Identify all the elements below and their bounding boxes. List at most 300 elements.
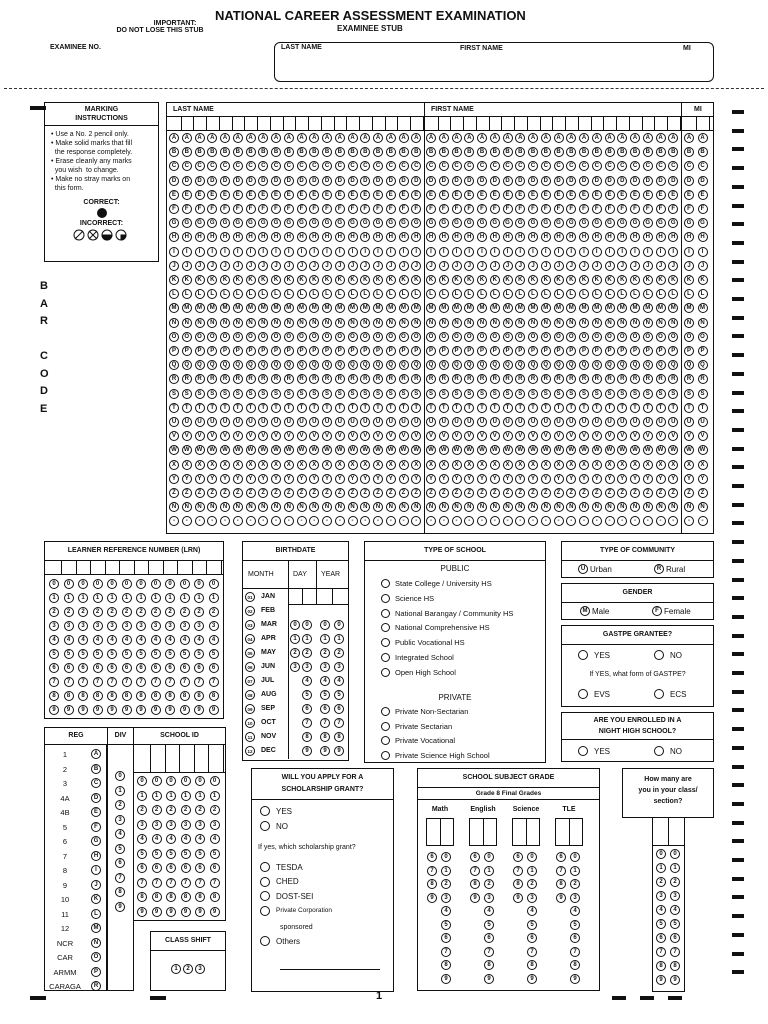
name-bubble[interactable]: I [528, 247, 538, 257]
name-bubble[interactable]: Z [411, 488, 421, 498]
school-id-bubble[interactable]: 4 [137, 834, 147, 844]
lrn-bubble[interactable]: 4 [64, 635, 74, 645]
lrn-bubble[interactable]: 3 [107, 621, 117, 631]
grade-bubble[interactable]: 1 [527, 866, 537, 876]
div-bubble[interactable]: 6 [115, 858, 125, 868]
name-bubble[interactable]: G [477, 218, 487, 228]
name-bubble[interactable]: G [271, 218, 281, 228]
name-bubble[interactable]: F [464, 204, 474, 214]
name-bubble[interactable]: Q [182, 360, 192, 370]
lrn-bubble[interactable]: 9 [93, 705, 103, 715]
name-bubble[interactable]: C [554, 161, 564, 171]
name-bubble[interactable]: E [605, 190, 615, 200]
name-bubble[interactable]: V [617, 431, 627, 441]
name-bubble[interactable]: F [426, 204, 436, 214]
name-bubble[interactable]: G [605, 218, 615, 228]
name-bubble[interactable]: C [656, 161, 666, 171]
name-bubble[interactable]: Ñ [592, 502, 602, 512]
name-bubble[interactable]: J [566, 261, 576, 271]
name-bubble[interactable]: M [207, 303, 217, 313]
name-bubble[interactable]: G [515, 218, 525, 228]
name-write-cell[interactable] [321, 117, 322, 131]
year-bubble[interactable]: 2 [334, 648, 344, 658]
name-bubble[interactable]: B [271, 147, 281, 157]
name-bubble[interactable]: Y [566, 474, 576, 484]
name-bubble[interactable]: V [643, 431, 653, 441]
name-bubble[interactable]: T [220, 403, 230, 413]
name-bubble[interactable]: V [284, 431, 294, 441]
name-bubble[interactable]: L [464, 289, 474, 299]
radio[interactable] [381, 736, 390, 745]
name-bubble[interactable]: C [373, 161, 383, 171]
name-bubble[interactable]: R [373, 374, 383, 384]
name-bubble[interactable]: H [630, 232, 640, 242]
name-bubble[interactable]: B [528, 147, 538, 157]
month-bubble[interactable]: 10 [245, 718, 255, 728]
name-write-cell[interactable] [372, 117, 373, 131]
name-bubble[interactable]: P [284, 346, 294, 356]
name-bubble[interactable]: N [322, 318, 332, 328]
name-bubble[interactable]: E [297, 190, 307, 200]
name-bubble[interactable]: - [464, 516, 474, 526]
name-bubble[interactable]: O [668, 332, 678, 342]
name-bubble[interactable]: G [554, 218, 564, 228]
school-id-bubble[interactable]: 1 [166, 791, 176, 801]
name-bubble[interactable]: J [592, 261, 602, 271]
name-bubble[interactable]: H [399, 232, 409, 242]
name-bubble[interactable]: O [452, 332, 462, 342]
name-write-cell[interactable] [552, 117, 553, 131]
name-bubble[interactable]: - [284, 516, 294, 526]
name-bubble[interactable]: X [411, 460, 421, 470]
name-bubble[interactable]: Q [515, 360, 525, 370]
name-bubble[interactable]: - [515, 516, 525, 526]
name-bubble[interactable]: Y [386, 474, 396, 484]
name-bubble[interactable]: Q [258, 360, 268, 370]
name-bubble[interactable]: V [566, 431, 576, 441]
name-bubble[interactable]: - [271, 516, 281, 526]
name-bubble[interactable]: J [258, 261, 268, 271]
name-bubble[interactable]: Q [373, 360, 383, 370]
name-bubble[interactable]: V [373, 431, 383, 441]
name-bubble[interactable]: W [643, 445, 653, 455]
name-bubble[interactable]: P [360, 346, 370, 356]
name-bubble[interactable]: V [309, 431, 319, 441]
name-bubble[interactable]: G [195, 218, 205, 228]
name-bubble[interactable]: V [411, 431, 421, 441]
lrn-bubble[interactable]: 9 [180, 705, 190, 715]
div-bubble[interactable]: 1 [115, 786, 125, 796]
name-bubble[interactable]: L [284, 289, 294, 299]
class-size-bubble[interactable]: 4 [656, 905, 666, 915]
name-bubble[interactable]: M [684, 303, 694, 313]
lrn-write-cell[interactable] [163, 561, 164, 575]
lrn-bubble[interactable]: 3 [151, 621, 161, 631]
year-bubble[interactable]: 7 [320, 718, 330, 728]
name-bubble[interactable]: H [220, 232, 230, 242]
name-bubble[interactable]: B [426, 147, 436, 157]
name-bubble[interactable]: Q [335, 360, 345, 370]
name-bubble[interactable]: I [195, 247, 205, 257]
name-bubble[interactable]: Q [541, 360, 551, 370]
school-id-bubble[interactable]: 7 [137, 878, 147, 888]
name-bubble[interactable]: X [373, 460, 383, 470]
name-bubble[interactable]: J [386, 261, 396, 271]
name-bubble[interactable]: K [656, 275, 666, 285]
name-bubble[interactable]: Ñ [477, 502, 487, 512]
name-bubble[interactable]: J [503, 261, 513, 271]
name-bubble[interactable]: C [426, 161, 436, 171]
lrn-bubble[interactable]: 7 [194, 677, 204, 687]
grade-bubble[interactable]: 7 [470, 866, 480, 876]
lrn-bubble[interactable]: 8 [49, 691, 59, 701]
month-bubble[interactable]: 02 [245, 606, 255, 616]
name-bubble[interactable]: P [656, 346, 666, 356]
name-bubble[interactable]: E [490, 190, 500, 200]
name-bubble[interactable]: Z [605, 488, 615, 498]
name-bubble[interactable]: O [554, 332, 564, 342]
name-bubble[interactable]: T [684, 403, 694, 413]
name-write-cell[interactable] [696, 117, 697, 131]
name-bubble[interactable]: I [541, 247, 551, 257]
name-bubble[interactable]: U [503, 417, 513, 427]
name-bubble[interactable]: F [284, 204, 294, 214]
name-write-cell[interactable] [359, 117, 360, 131]
shift-bubble[interactable]: 2 [183, 964, 193, 974]
name-bubble[interactable]: E [452, 190, 462, 200]
name-write-cell[interactable] [540, 117, 541, 131]
day-bubble[interactable]: 8 [302, 732, 312, 742]
name-bubble[interactable]: M [386, 303, 396, 313]
evs-option[interactable]: EVS [578, 689, 610, 699]
name-bubble[interactable]: R [605, 374, 615, 384]
name-bubble[interactable]: L [503, 289, 513, 299]
name-bubble[interactable]: K [271, 275, 281, 285]
private-school-option[interactable] [381, 751, 490, 760]
lrn-bubble[interactable]: 8 [64, 691, 74, 701]
name-bubble[interactable]: Z [207, 488, 217, 498]
name-bubble[interactable]: V [605, 431, 615, 441]
name-bubble[interactable]: W [579, 445, 589, 455]
lrn-bubble[interactable]: 4 [165, 635, 175, 645]
name-bubble[interactable]: I [386, 247, 396, 257]
grade-bubble[interactable]: 7 [556, 866, 566, 876]
radio[interactable] [381, 653, 390, 662]
name-bubble[interactable]: J [464, 261, 474, 271]
grade-bubble[interactable]: 5 [484, 920, 494, 930]
lrn-bubble[interactable]: 5 [209, 649, 219, 659]
name-bubble[interactable]: B [309, 147, 319, 157]
name-bubble[interactable]: Ñ [656, 502, 666, 512]
lrn-bubble[interactable]: 3 [78, 621, 88, 631]
name-bubble[interactable]: Z [271, 488, 281, 498]
name-write-cell[interactable] [654, 117, 655, 131]
name-bubble[interactable]: W [515, 445, 525, 455]
name-bubble[interactable]: Q [503, 360, 513, 370]
name-bubble[interactable]: S [169, 389, 179, 399]
lrn-bubble[interactable]: 8 [165, 691, 175, 701]
name-bubble[interactable]: Ñ [322, 502, 332, 512]
name-bubble[interactable]: T [656, 403, 666, 413]
lrn-bubble[interactable]: 5 [165, 649, 175, 659]
name-bubble[interactable]: X [297, 460, 307, 470]
radio[interactable] [260, 862, 270, 872]
name-bubble[interactable]: P [297, 346, 307, 356]
name-bubble[interactable]: T [271, 403, 281, 413]
name-bubble[interactable]: R [579, 374, 589, 384]
scholarship-option[interactable] [260, 862, 303, 872]
name-bubble[interactable]: A [258, 133, 268, 143]
name-bubble[interactable]: - [399, 516, 409, 526]
name-bubble[interactable]: H [464, 232, 474, 242]
name-bubble[interactable]: Z [541, 488, 551, 498]
name-bubble[interactable]: R [643, 374, 653, 384]
lrn-bubble[interactable]: 8 [136, 691, 146, 701]
school-id-bubble[interactable]: 8 [137, 892, 147, 902]
region-bubble[interactable]: O [91, 952, 101, 962]
name-bubble[interactable]: R [617, 374, 627, 384]
name-bubble[interactable]: X [541, 460, 551, 470]
name-bubble[interactable]: G [207, 218, 217, 228]
name-bubble[interactable]: E [220, 190, 230, 200]
radio[interactable] [381, 623, 390, 632]
name-bubble[interactable]: O [566, 332, 576, 342]
name-bubble[interactable]: G [386, 218, 396, 228]
name-bubble[interactable]: K [698, 275, 708, 285]
lrn-bubble[interactable]: 9 [49, 705, 59, 715]
day-bubble[interactable]: 1 [290, 634, 300, 644]
name-bubble[interactable]: K [348, 275, 358, 285]
public-school-option[interactable] [381, 579, 492, 588]
name-bubble[interactable]: J [246, 261, 256, 271]
name-bubble[interactable]: H [515, 232, 525, 242]
name-bubble[interactable]: L [297, 289, 307, 299]
name-bubble[interactable]: P [335, 346, 345, 356]
name-bubble[interactable]: T [195, 403, 205, 413]
name-bubble[interactable]: Ñ [399, 502, 409, 512]
school-id-bubble[interactable]: 0 [195, 776, 205, 786]
name-bubble[interactable]: U [643, 417, 653, 427]
name-bubble[interactable]: A [643, 133, 653, 143]
name-bubble[interactable]: B [258, 147, 268, 157]
name-bubble[interactable]: J [698, 261, 708, 271]
name-bubble[interactable]: I [411, 247, 421, 257]
name-bubble[interactable]: Y [335, 474, 345, 484]
name-bubble[interactable]: - [182, 516, 192, 526]
lrn-bubble[interactable]: 1 [194, 593, 204, 603]
name-bubble[interactable]: G [490, 218, 500, 228]
name-bubble[interactable]: B [322, 147, 332, 157]
name-bubble[interactable]: Y [399, 474, 409, 484]
lrn-bubble[interactable]: 0 [93, 579, 103, 589]
name-bubble[interactable]: K [322, 275, 332, 285]
name-bubble[interactable]: P [426, 346, 436, 356]
gastpe-yes-option[interactable]: YES [578, 650, 610, 660]
name-bubble[interactable]: W [386, 445, 396, 455]
name-bubble[interactable]: W [195, 445, 205, 455]
name-bubble[interactable]: N [233, 318, 243, 328]
name-bubble[interactable]: - [348, 516, 358, 526]
name-bubble[interactable]: Z [515, 488, 525, 498]
name-bubble[interactable]: O [503, 332, 513, 342]
name-bubble[interactable]: Q [528, 360, 538, 370]
name-bubble[interactable]: - [452, 516, 462, 526]
lrn-bubble[interactable]: 5 [93, 649, 103, 659]
lrn-bubble[interactable]: 8 [93, 691, 103, 701]
school-id-bubble[interactable]: 4 [210, 834, 220, 844]
name-bubble[interactable]: P [348, 346, 358, 356]
lrn-bubble[interactable]: 0 [151, 579, 161, 589]
name-bubble[interactable]: G [452, 218, 462, 228]
night-yes-option[interactable]: YES [578, 746, 610, 756]
name-bubble[interactable]: N [246, 318, 256, 328]
name-bubble[interactable]: T [246, 403, 256, 413]
name-bubble[interactable]: Z [246, 488, 256, 498]
birthdate-section[interactable] [242, 541, 349, 761]
name-bubble[interactable]: M [656, 303, 666, 313]
lrn-bubble[interactable]: 2 [151, 607, 161, 617]
name-bubble[interactable]: A [439, 133, 449, 143]
lrn-write-cell[interactable] [134, 561, 135, 575]
name-bubble[interactable]: J [490, 261, 500, 271]
name-bubble[interactable]: T [373, 403, 383, 413]
name-bubble[interactable]: C [452, 161, 462, 171]
name-bubble[interactable]: N [684, 318, 694, 328]
lrn-bubble[interactable]: 9 [194, 705, 204, 715]
name-bubble[interactable]: E [541, 190, 551, 200]
name-bubble[interactable]: H [617, 232, 627, 242]
name-bubble[interactable]: S [373, 389, 383, 399]
name-bubble[interactable]: O [284, 332, 294, 342]
name-bubble[interactable]: H [554, 232, 564, 242]
name-bubble[interactable]: I [182, 247, 192, 257]
name-bubble[interactable]: V [386, 431, 396, 441]
name-bubble[interactable]: W [684, 445, 694, 455]
name-bubble[interactable]: N [503, 318, 513, 328]
name-bubble[interactable]: E [554, 190, 564, 200]
name-bubble[interactable]: E [411, 190, 421, 200]
name-bubble[interactable]: E [360, 190, 370, 200]
name-bubble[interactable]: X [360, 460, 370, 470]
name-bubble[interactable]: Ñ [373, 502, 383, 512]
month-bubble[interactable]: 07 [245, 676, 255, 686]
name-bubble[interactable]: Q [617, 360, 627, 370]
name-bubble[interactable]: J [309, 261, 319, 271]
class-size-bubble[interactable]: 7 [656, 947, 666, 957]
lrn-bubble[interactable]: 4 [93, 635, 103, 645]
name-bubble[interactable]: W [373, 445, 383, 455]
class-size-bubble[interactable]: 4 [670, 905, 680, 915]
name-bubble[interactable]: Z [360, 488, 370, 498]
grade-bubble[interactable]: 3 [570, 893, 580, 903]
name-bubble[interactable]: T [668, 403, 678, 413]
name-bubble[interactable]: E [477, 190, 487, 200]
name-bubble[interactable]: O [698, 332, 708, 342]
name-bubble[interactable]: M [309, 303, 319, 313]
school-id-bubble[interactable]: 1 [210, 791, 220, 801]
name-bubble[interactable]: I [656, 247, 666, 257]
lrn-bubble[interactable]: 8 [78, 691, 88, 701]
name-bubble[interactable]: X [617, 460, 627, 470]
name-bubble[interactable]: D [643, 176, 653, 186]
name-bubble[interactable]: A [579, 133, 589, 143]
grade-bubble[interactable]: 9 [427, 893, 437, 903]
name-bubble[interactable]: N [399, 318, 409, 328]
name-bubble[interactable]: S [195, 389, 205, 399]
class-size-cell[interactable] [668, 818, 669, 846]
name-bubble[interactable]: L [207, 289, 217, 299]
name-bubble[interactable]: C [284, 161, 294, 171]
name-bubble[interactable]: I [426, 247, 436, 257]
name-bubble[interactable]: G [528, 218, 538, 228]
name-bubble[interactable]: R [684, 374, 694, 384]
name-bubble[interactable]: I [207, 247, 217, 257]
name-write-cell[interactable] [410, 117, 411, 131]
name-bubble[interactable]: N [220, 318, 230, 328]
region-bubble[interactable]: C [91, 778, 101, 788]
region-bubble[interactable]: B [91, 764, 101, 774]
name-bubble[interactable]: K [579, 275, 589, 285]
name-bubble[interactable]: O [464, 332, 474, 342]
name-bubble[interactable]: R [566, 374, 576, 384]
year-bubble[interactable]: 6 [320, 704, 330, 714]
lrn-bubble[interactable]: 7 [64, 677, 74, 687]
class-size-bubble[interactable]: 8 [656, 961, 666, 971]
grade-bubble[interactable]: 9 [484, 974, 494, 984]
grade-bubble[interactable]: 8 [470, 879, 480, 889]
name-bubble[interactable]: U [220, 417, 230, 427]
name-bubble[interactable]: - [439, 516, 449, 526]
name-bubble[interactable]: V [233, 431, 243, 441]
name-bubble[interactable]: Q [348, 360, 358, 370]
name-bubble[interactable]: C [322, 161, 332, 171]
region-bubble[interactable]: H [91, 851, 101, 861]
school-id-bubble[interactable]: 1 [181, 791, 191, 801]
name-bubble[interactable]: Ñ [195, 502, 205, 512]
name-bubble[interactable]: F [452, 204, 462, 214]
lrn-bubble[interactable]: 2 [107, 607, 117, 617]
name-bubble[interactable]: X [195, 460, 205, 470]
name-bubble[interactable]: H [592, 232, 602, 242]
name-bubble[interactable]: X [684, 460, 694, 470]
name-bubble[interactable]: E [169, 190, 179, 200]
name-bubble[interactable]: F [246, 204, 256, 214]
name-bubble[interactable]: Y [309, 474, 319, 484]
lrn-bubble[interactable]: 5 [180, 649, 190, 659]
name-bubble[interactable]: M [246, 303, 256, 313]
name-bubble[interactable]: Z [309, 488, 319, 498]
name-bubble[interactable]: D [284, 176, 294, 186]
lrn-write-cell[interactable] [192, 561, 193, 575]
name-bubble[interactable]: B [592, 147, 602, 157]
name-bubble[interactable]: M [426, 303, 436, 313]
name-bubble[interactable]: X [490, 460, 500, 470]
name-bubble[interactable]: W [464, 445, 474, 455]
name-bubble[interactable]: C [360, 161, 370, 171]
name-bubble[interactable]: M [579, 303, 589, 313]
name-bubble[interactable]: M [233, 303, 243, 313]
name-bubble[interactable]: U [360, 417, 370, 427]
name-bubble[interactable]: Q [271, 360, 281, 370]
name-bubble[interactable]: F [554, 204, 564, 214]
name-bubble[interactable]: D [271, 176, 281, 186]
region-bubble[interactable]: J [91, 880, 101, 890]
name-bubble[interactable]: W [630, 445, 640, 455]
name-write-cell[interactable] [346, 117, 347, 131]
name-write-cell[interactable] [270, 117, 271, 131]
name-bubble[interactable]: X [528, 460, 538, 470]
name-bubble[interactable]: F [579, 204, 589, 214]
